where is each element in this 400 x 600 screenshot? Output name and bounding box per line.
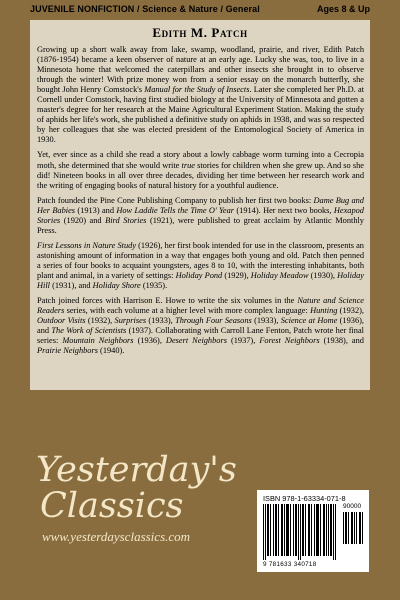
text-run: Patch joined forces with Harrison E. Howe to write the six volumes in the [37, 296, 298, 306]
price-code: 90000 [343, 503, 362, 510]
isbn-label: ISBN 978-1-63334-071-8 [263, 494, 346, 503]
barcode-digits: 9 781633 340718 [263, 561, 317, 568]
bio-paragraph [37, 45, 364, 145]
text-run: (1920) and [60, 215, 106, 225]
publisher-name-line2: Classics [40, 486, 184, 526]
text-run: (1937), [226, 336, 260, 346]
publisher-name-line1: Yesterday's [36, 450, 237, 490]
book-title: The Work of Scientists [51, 326, 127, 336]
text-run: (1935). [140, 281, 168, 291]
barcode-panel [257, 490, 369, 572]
price-barcode [343, 512, 365, 544]
book-title: Bird Stories [105, 215, 147, 225]
text-run: (1938), and [319, 336, 364, 346]
text-run: (1936), and [37, 316, 364, 336]
text-run: (1929), [222, 270, 251, 280]
book-title: Holiday Meadow [250, 270, 309, 280]
book-title: Nature and Science Readers [37, 296, 365, 316]
text-run: (1930), [308, 270, 338, 280]
book-title: How Laddie Tells the Time O' Year [116, 205, 235, 215]
book-title: Forest Neighbors [259, 336, 320, 346]
category-bar [0, 0, 400, 20]
book-title: Manual for the Study of Insects [144, 85, 250, 95]
text-run: (1936), [133, 336, 166, 346]
category-label: JUVENILE NONFICTION / Science & Nature / General [30, 4, 260, 14]
book-title: Hunting [310, 306, 338, 316]
text-run: (1940). [97, 346, 125, 356]
book-title: Science at Home [280, 316, 338, 326]
publisher-logo [36, 452, 237, 545]
author-name-heading: Edith M. Patch [152, 25, 248, 40]
text-run: Patch founded the Pine Cone Publishing Company to publish her first two books: [37, 195, 314, 205]
isbn-barcode [263, 504, 339, 560]
emphasis: true [181, 160, 195, 170]
book-title: Holiday Hill [37, 270, 364, 291]
book-title: First Lessons in Nature Study [37, 240, 137, 250]
book-title: Mountain Neighbors [62, 336, 134, 346]
text-run: Yet, ever since as a child she read a story about a lowly cabbage worm turning into a Cecropia moth, she determined that she would write [37, 150, 364, 170]
text-run: (1933), [251, 316, 281, 326]
text-run: (1937). Collaborating with Carroll Lane Fenton, Patch wrote her final series: [37, 326, 364, 346]
bio-paragraph [37, 241, 364, 291]
text-run: . Later she completed her Ph.D. at Cornell under Comstock, having first studied biology at the University of Minnesota and gotten a master's degree for her research at the Maine Agricultural Experiment Station. Making the study of aphids her life's work, she published a definitive study on aphids in 1938, and was so respected by her colleagues that she was elected president of the Entomological Society of America in 1930. [37, 85, 365, 145]
bio-paragraph [37, 196, 364, 236]
age-range-label: Ages 8 & Up [316, 4, 370, 14]
publisher-url: www.yesterdaysclassics.com [42, 529, 191, 544]
text-run: (1926), her first book intended for use in the classroom, presents an astonishing amount of information in a way that engages both young and old. Patch then penned a series of four books to acquaint youngsters, ages 8 to 10, with the interesting inhabitants, both plant and animal, in a variety of settings: [37, 240, 364, 280]
text-run: (1913) and [75, 205, 117, 215]
book-title: Surprises [114, 316, 147, 326]
text-run: (1932), [85, 316, 115, 326]
book-title: Desert Neighbors [165, 336, 227, 346]
text-run: (1914). Her next two books, [234, 205, 334, 215]
book-title: Holiday Shore [92, 281, 141, 291]
text-run: (1932), [337, 306, 364, 316]
text-run: series, with each volume at a higher level with more complex language: [64, 306, 311, 316]
text-run: (1931), and [49, 281, 93, 291]
bio-paragraph [37, 150, 364, 190]
text-run: Growing up a short walk away from lake, swamp, woodland, prairie, and river, Edith Patch (1876-1954) became a keen observer of nature at an early age. Lucky she was, too, to live in a Minnesota home that welcomed the caterpillars and other insects she brought in to observe through the winter! With prize money won from a senior essay on the monarch butterfly, she bought John Henry Comstock's [37, 45, 364, 95]
author-bio-panel [30, 20, 370, 390]
book-title: Dame Bug and Her Babies [37, 195, 364, 215]
bio-paragraph [37, 296, 364, 356]
book-title: Through Four Seasons [175, 316, 252, 326]
book-title: Hexapod Stories [37, 205, 364, 225]
text-run: (1933), [146, 316, 176, 326]
text-run: stories for children when she grew up. And so she did! Nineteen books in all over three decades, dividing her time between her research work and the writing of engaging books of natural history for a youthful audience. [37, 160, 364, 190]
text-run: (1921), were published to great acclaim by Atlantic Monthly Press. [37, 215, 364, 235]
book-title: Holiday Pond [175, 270, 223, 280]
book-title: Outdoor Visits [37, 316, 86, 326]
bio-text [30, 45, 370, 356]
book-title: Prairie Neighbors [37, 346, 98, 356]
